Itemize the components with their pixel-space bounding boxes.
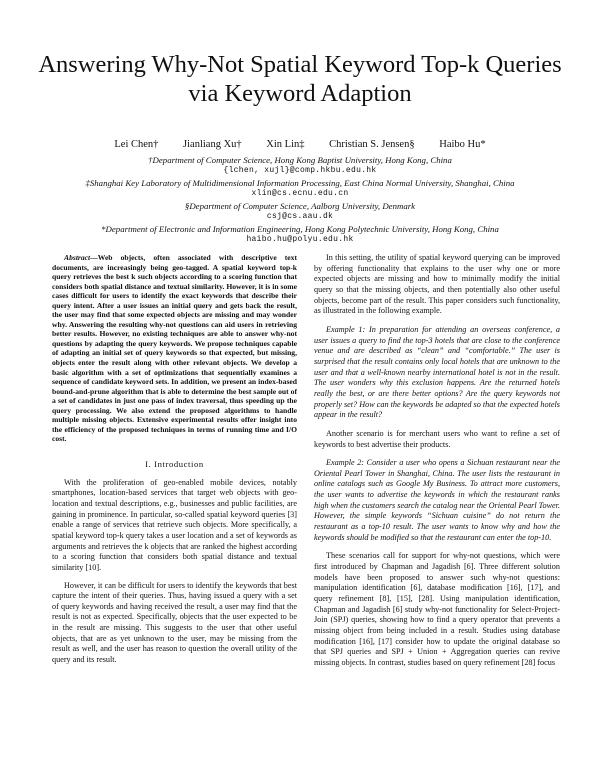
author: Jianliang Xu† [183, 139, 242, 150]
right-column [314, 253, 560, 669]
intro-paragraph-1: With the proliferation of geo-enabled mobile devices, notably smartphones, location-based services that target web objects with geo-location and textual descriptions, e.g., businesses and public facilities, are gaining in prominence. In particular, so-called spatial keyword queries [3] enable a range of services that retrieve such objects. More specifically, a spatial keyword top-k query takes a user location and a set of keywords as arguments and retrieves the k objects that are ranked the highest according to a scoring function that considers both spatial distance and textual similarity [10]. [52, 477, 297, 572]
body-paragraph: These scenarios call for support for why-not questions, which were first introduced by Chapman and Jagadish [6]. Three different solution models have been proposed to answer such why-not questions: manipulation identification [6], database modification [16], [17], and query refinement [8], [15], [28]. Using manipulation identification, Chapman and Jagadish [6] study why-not functionality for Select-Project-Join (SPJ) queries, showing how to find a query operator that prevents a missing object from being included in a result. Studies using database modification [16], [17] consider how to update the original database so that SPJ queries and SPJ + Union + Aggregation queries can revive missing objects. In contrast, studies based on query refinement [28] focus [314, 551, 560, 667]
affiliation-email: haibo.hu@polyu.edu.hk [246, 234, 354, 244]
affiliation-email: xlin@cs.ecnu.edu.cn [251, 188, 349, 198]
paper-title [30, 50, 570, 108]
author: Haibo Hu* [439, 139, 486, 150]
affiliation-block [20, 178, 580, 199]
body-paragraph: Another scenario is for merchant users who want to refine a set of keywords to best advertise their products. [314, 428, 560, 449]
author: Lei Chen† [114, 139, 159, 150]
example-1: Example 1: In preparation for attending an overseas conference, a user issues a query to find the top-3 hotels that are close to the conference venue and are described as “clean” and “comfortable.” The user is surprised that the result contains only local hotels that are unknown to the user and that a well-known nearby international hotel is not in the result. The user wonders why this exclusion happens. Are the returned hotels really the best, or are there better options? Are the query keywords not properly set? How can the keywords be adapted so that the expected hotels appear in the result? [314, 324, 560, 420]
left-column [52, 253, 297, 666]
author-list [30, 139, 570, 150]
affiliation-email: csj@cs.aau.dk [266, 211, 334, 221]
affiliation-name: *Department of Electronic and Information Engineering, Hong Kong Polytechnic University, Hong Kong, China [101, 224, 499, 234]
intro-paragraph-2: However, it can be difficult for users to identify the keywords that best capture the intent of their queries. Thus, having issued a query with a set of query keywords and having received the result, a user may find that the result is not as expected. Specifically, objects that the user expected to be in the result are missing. This suggests to the user that other useful objects, that are as yet unknown to the user, may be missing from the result as well, and the user has reason to question the overall utility of the query and its result. [52, 580, 297, 665]
affiliation-name: ‡Shanghai Key Laboratory of Multidimensional Information Processing, East China Normal University, Shanghai, China [85, 178, 515, 188]
affiliation-block [20, 224, 580, 245]
section-heading: I. Introduction [145, 458, 204, 469]
title-line-1: Answering Why-Not Spatial Keyword Top-k Queries [38, 51, 562, 78]
abstract-text: —Web objects, often associated with descriptive text documents, are increasingly being geo-tagged. A spatial keyword top-k query retrieves the best k such objects according to a scoring function that considers both spatial distance and textual similarity. However, it is in some cases difficult for users to identify the exact keywords that describe their query intent. After a user issues an initial query and gets back the result, the user may find that some expected objects are missing and may wonder why. Answering the resulting why-not questions can aid users in retrieving better results. However, no existing techniques are able to answer why-not questions by adapting the query keywords. We propose techniques capable of adapting an initial set of query keywords so that expected, but missing, objects enter the result along with other relevant objects. We develop a basic algorithm with a set of optimizations that sequentially examines a sequence of candidate keyword sets. In addition, we present an index-based bound-and-prune algorithm that is able to determine the best sample out of a set of candidates in just one pass of index traversal, thus speeding up the query processing. We also extend the proposed algorithms to handle multiple missing objects. Extensive experimental results offer insight into the efficiency of the proposed techniques in terms of running time and I/O cost. [52, 253, 297, 444]
affiliation-name: †Department of Computer Science, Hong Kong Baptist University, Hong Kong, China [148, 155, 452, 165]
author: Xin Lin‡ [266, 139, 305, 150]
abstract [52, 253, 297, 444]
abstract-lead: Abstract [64, 253, 91, 262]
title-line-2: via Keyword Adaption [188, 80, 412, 107]
affiliation-name: §Department of Computer Science, Aalborg University, Denmark [184, 201, 416, 211]
author: Christian S. Jensen§ [329, 139, 415, 150]
affiliation-block [20, 155, 580, 176]
affiliation-block [20, 201, 580, 222]
affiliation-email: {lchen, xujl}@comp.hkbu.edu.hk [223, 165, 377, 175]
example-2: Example 2: Consider a user who opens a Sichuan restaurant near the Oriental Pearl Tower in Shanghai, China. The user lists the restaurant in online catalogs such as Google My Business. To attract more customers, the user wants to advertise the keywords in which the restaurant ranks high when the customers search the catalog near the Oriental Pearl Tower. However, the simple keywords “Sichuan cuisine” do not return the restaurant as a top-10 result. The user wants to know why and how the keywords should be modified so that the restaurant can enter the top-10. [314, 458, 560, 542]
body-paragraph: In this setting, the utility of spatial keyword querying can be improved by offering functionality that explains to the user why one or more expected objects are missing and how to minimally modify the initial query so that the missing objects, and then potentially also other useful objects, become part of the result. This paper considers such functionality, as illustrated in the following example. [314, 253, 560, 316]
